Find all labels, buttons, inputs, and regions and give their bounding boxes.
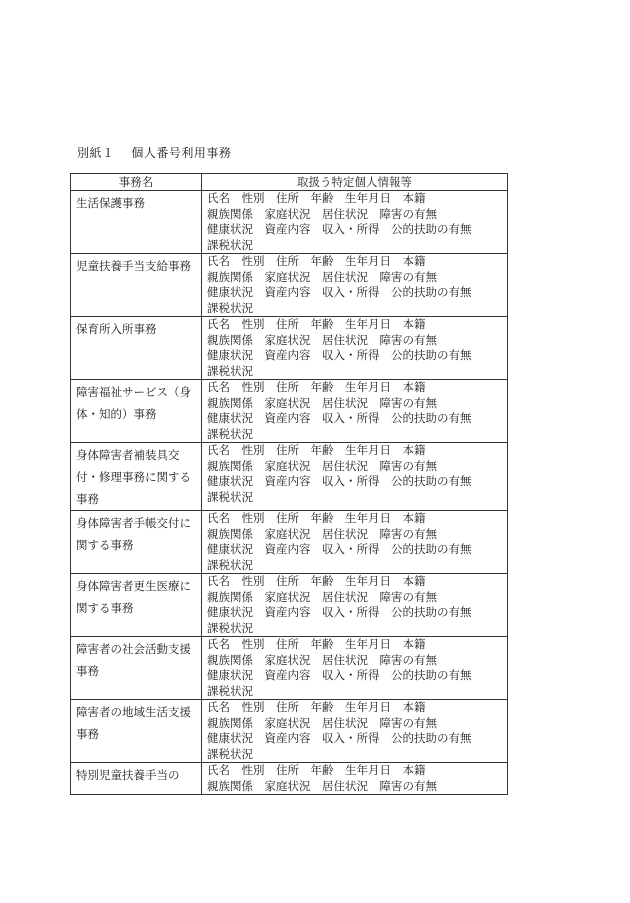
table-row [71,637,508,700]
table-row [71,700,508,763]
info-line: 氏名 性別 住所 年齢 生年月日 本籍 [207,254,426,268]
task-name-cell: 障害者の地域生活支援事務 [71,700,202,763]
info-line: 健康状況 資産内容 収入・所得 公的扶助の有無 [207,411,472,425]
table-row [71,763,508,795]
task-name-cell: 生活保護事務 [71,191,202,254]
info-line: 親族関係 家庭状況 居住状況 障害の有無 [207,395,437,410]
task-name-cell: 身体障害者手帳交付に関する事務 [71,511,202,574]
personal-info-cell [202,637,508,700]
info-line: 課税状況 [207,683,253,698]
task-name-cell: 障害福祉サービス（身体・知的）事務 [71,380,202,443]
info-line: 課税状況 [207,620,253,635]
personal-number-table [70,173,508,795]
info-line: 親族関係 家庭状況 居住状況 障害の有無 [207,526,437,541]
info-line: 氏名 性別 住所 年齢 生年月日 本籍 [207,443,426,457]
info-line: 課税状況 [207,426,253,441]
personal-info-cell [202,574,508,637]
personal-info-cell [202,191,508,254]
table-row [71,191,508,254]
info-line: 課税状況 [207,489,253,504]
info-line: 氏名 性別 住所 年齢 生年月日 本籍 [207,763,426,777]
personal-info-cell [202,700,508,763]
info-line: 課税状況 [207,237,253,252]
info-line: 健康状況 資産内容 収入・所得 公的扶助の有無 [207,731,472,745]
info-line: 健康状況 資産内容 収入・所得 公的扶助の有無 [207,348,472,362]
table-header-row [71,174,508,191]
task-name-cell: 保育所入所事務 [71,317,202,380]
info-line: 健康状況 資産内容 収入・所得 公的扶助の有無 [207,542,472,556]
personal-info-cell [202,254,508,317]
personal-info-cell [202,380,508,443]
task-name-cell: 特別児童扶養手当の [71,763,202,795]
task-name-cell: 身体障害者更生医療に関する事務 [71,574,202,637]
info-line: 親族関係 家庭状況 居住状況 障害の有無 [207,458,437,473]
info-line: 氏名 性別 住所 年齢 生年月日 本籍 [207,380,426,394]
personal-info-cell [202,443,508,511]
info-line: 健康状況 資産内容 収入・所得 公的扶助の有無 [207,605,472,619]
personal-info-cell [202,317,508,380]
table-row [71,443,508,511]
table-row [71,317,508,380]
table-row [71,254,508,317]
info-line: 健康状況 資産内容 収入・所得 公的扶助の有無 [207,285,472,299]
info-line: 親族関係 家庭状況 居住状況 障害の有無 [207,652,437,667]
task-name-cell: 児童扶養手当支給事務 [71,254,202,317]
info-line: 課税状況 [207,557,253,572]
table-body [71,191,508,795]
info-line: 氏名 性別 住所 年齢 生年月日 本籍 [207,317,426,331]
table-row [71,380,508,443]
task-name-cell: 障害者の社会活動支援事務 [71,637,202,700]
task-name-cell: 身体障害者補装具交付・修理事務に関する事務 [71,443,202,511]
info-line: 氏名 性別 住所 年齢 生年月日 本籍 [207,191,426,205]
column-header-task-name: 事務名 [71,174,202,191]
info-line: 氏名 性別 住所 年齢 生年月日 本籍 [207,637,426,651]
info-line: 課税状況 [207,746,253,761]
info-line: 親族関係 家庭状況 居住状況 障害の有無 [207,778,437,793]
info-line: 健康状況 資産内容 収入・所得 公的扶助の有無 [207,474,472,488]
info-line: 親族関係 家庭状況 居住状況 障害の有無 [207,269,437,284]
info-line: 親族関係 家庭状況 居住状況 障害の有無 [207,715,437,730]
info-line: 氏名 性別 住所 年齢 生年月日 本籍 [207,574,426,588]
info-line: 親族関係 家庭状況 居住状況 障害の有無 [207,206,437,221]
info-line: 健康状況 資産内容 収入・所得 公的扶助の有無 [207,668,472,682]
info-line: 課税状況 [207,363,253,378]
info-line: 親族関係 家庭状況 居住状況 障害の有無 [207,332,437,347]
column-header-personal-info: 取扱う特定個人情報等 [202,174,508,191]
personal-info-cell [202,511,508,574]
info-line: 氏名 性別 住所 年齢 生年月日 本籍 [207,700,426,714]
info-line: 氏名 性別 住所 年齢 生年月日 本籍 [207,511,426,525]
table-row [71,574,508,637]
personal-info-cell [202,763,508,795]
info-line: 親族関係 家庭状況 居住状況 障害の有無 [207,589,437,604]
page-title: 別紙１ 個人番号利用事務 [77,146,232,160]
info-line: 健康状況 資産内容 収入・所得 公的扶助の有無 [207,222,472,236]
table-row [71,511,508,574]
info-line: 課税状況 [207,300,253,315]
